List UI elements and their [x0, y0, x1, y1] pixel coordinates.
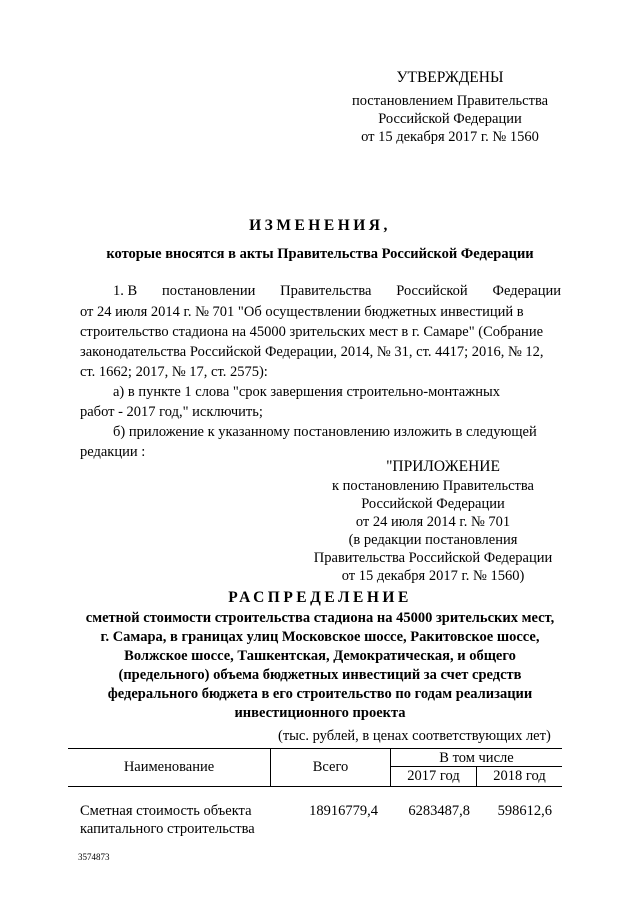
approval-line-1: постановлением Правительства: [351, 93, 549, 109]
row-name-line-2: капитального строительства: [80, 821, 255, 837]
p1-word-2: постановлении: [161, 283, 256, 299]
approval-line-2: Российской Федерации: [378, 111, 522, 127]
row-total-value: 18916779,4: [309, 803, 378, 819]
appendix-title: "ПРИЛОЖЕНИЕ: [386, 458, 500, 475]
appendix-line-5: Правительства Российской Федерации: [313, 550, 553, 566]
item-a-line-1: а) в пункте 1 слова "срок завершения строительно-монтажных: [113, 384, 501, 400]
header-2018: 2018 год: [493, 768, 546, 784]
row-name-line-1: Сметная стоимость объекта: [80, 803, 252, 819]
appendix-line-3: от 24 июля 2014 г. № 701: [355, 514, 511, 530]
appendix-line-1: к постановлению Правительства: [332, 478, 534, 494]
distribution-line-6: инвестиционного проекта: [234, 705, 406, 721]
distribution-line-4: (предельного) объема бюджетных инвестиций за счет средств: [118, 667, 522, 683]
document-title: ИЗМЕНЕНИЯ,: [249, 217, 391, 234]
approval-line-3: от 15 декабря 2017 г. № 1560: [361, 129, 539, 145]
paragraph-1-line-3: строительство стадиона на 45000 зрительских мест в г. Самаре" (Собрание: [80, 324, 544, 340]
document-number: 3574873: [78, 852, 110, 862]
units-note: (тыс. рублей, в ценах соответствующих лет): [278, 728, 551, 744]
document-subtitle: которые вносятся в акты Правительства Российской Федерации: [106, 246, 534, 262]
paragraph-1-line-2: от 24 июля 2014 г. № 701 "Об осуществлении бюджетных инвестиций в: [80, 304, 524, 320]
paragraph-1-line-4: законодательства Российской Федерации, 2014, № 31, ст. 4417; 2016, № 12,: [80, 344, 544, 360]
appendix-line-2: Российской Федерации: [361, 496, 505, 512]
item-b-line-1: б) приложение к указанному постановлению изложить в следующей: [113, 424, 537, 440]
p1-word-3: Правительства: [280, 283, 372, 299]
header-total: Всего: [312, 759, 349, 775]
distribution-line-1: сметной стоимости строительства стадиона на 45000 зрительских мест,: [85, 610, 555, 626]
distribution-line-5: федерального бюджета в его строительство по годам реализации: [107, 686, 533, 702]
distribution-line-3: Волжское шоссе, Ташкентская, Демократическая, и общего: [124, 648, 516, 664]
header-name: Наименование: [123, 759, 215, 775]
approval-title: УТВЕРЖДЕНЫ: [396, 69, 504, 86]
p1-word-1: 1. В: [113, 283, 138, 299]
p1-word-4: Российской: [396, 283, 468, 299]
appendix-line-6: от 15 декабря 2017 г. № 1560): [341, 568, 525, 584]
table-header-bottom-rule: [68, 786, 562, 787]
appendix-line-4: (в редакции постановления: [348, 532, 518, 548]
paragraph-1-line-1: [113, 282, 561, 300]
distribution-line-2: г. Самара, в границах улиц Московское шоссе, Ракитовское шоссе,: [100, 629, 540, 645]
paragraph-1-line-5: ст. 1662; 2017, № 17, ст. 2575):: [80, 364, 268, 380]
item-b-line-2: редакции :: [80, 444, 146, 460]
row-2017-value: 6283487,8: [408, 803, 470, 819]
header-group: В том числе: [439, 750, 514, 766]
header-2017: 2017 год: [407, 768, 460, 784]
p1-word-5: Федерации: [492, 283, 561, 299]
item-a-line-2: работ - 2017 год," исключить;: [80, 404, 263, 420]
distribution-title: РАСПРЕДЕЛЕНИЕ: [228, 589, 412, 606]
row-2018-value: 598612,6: [497, 803, 552, 819]
